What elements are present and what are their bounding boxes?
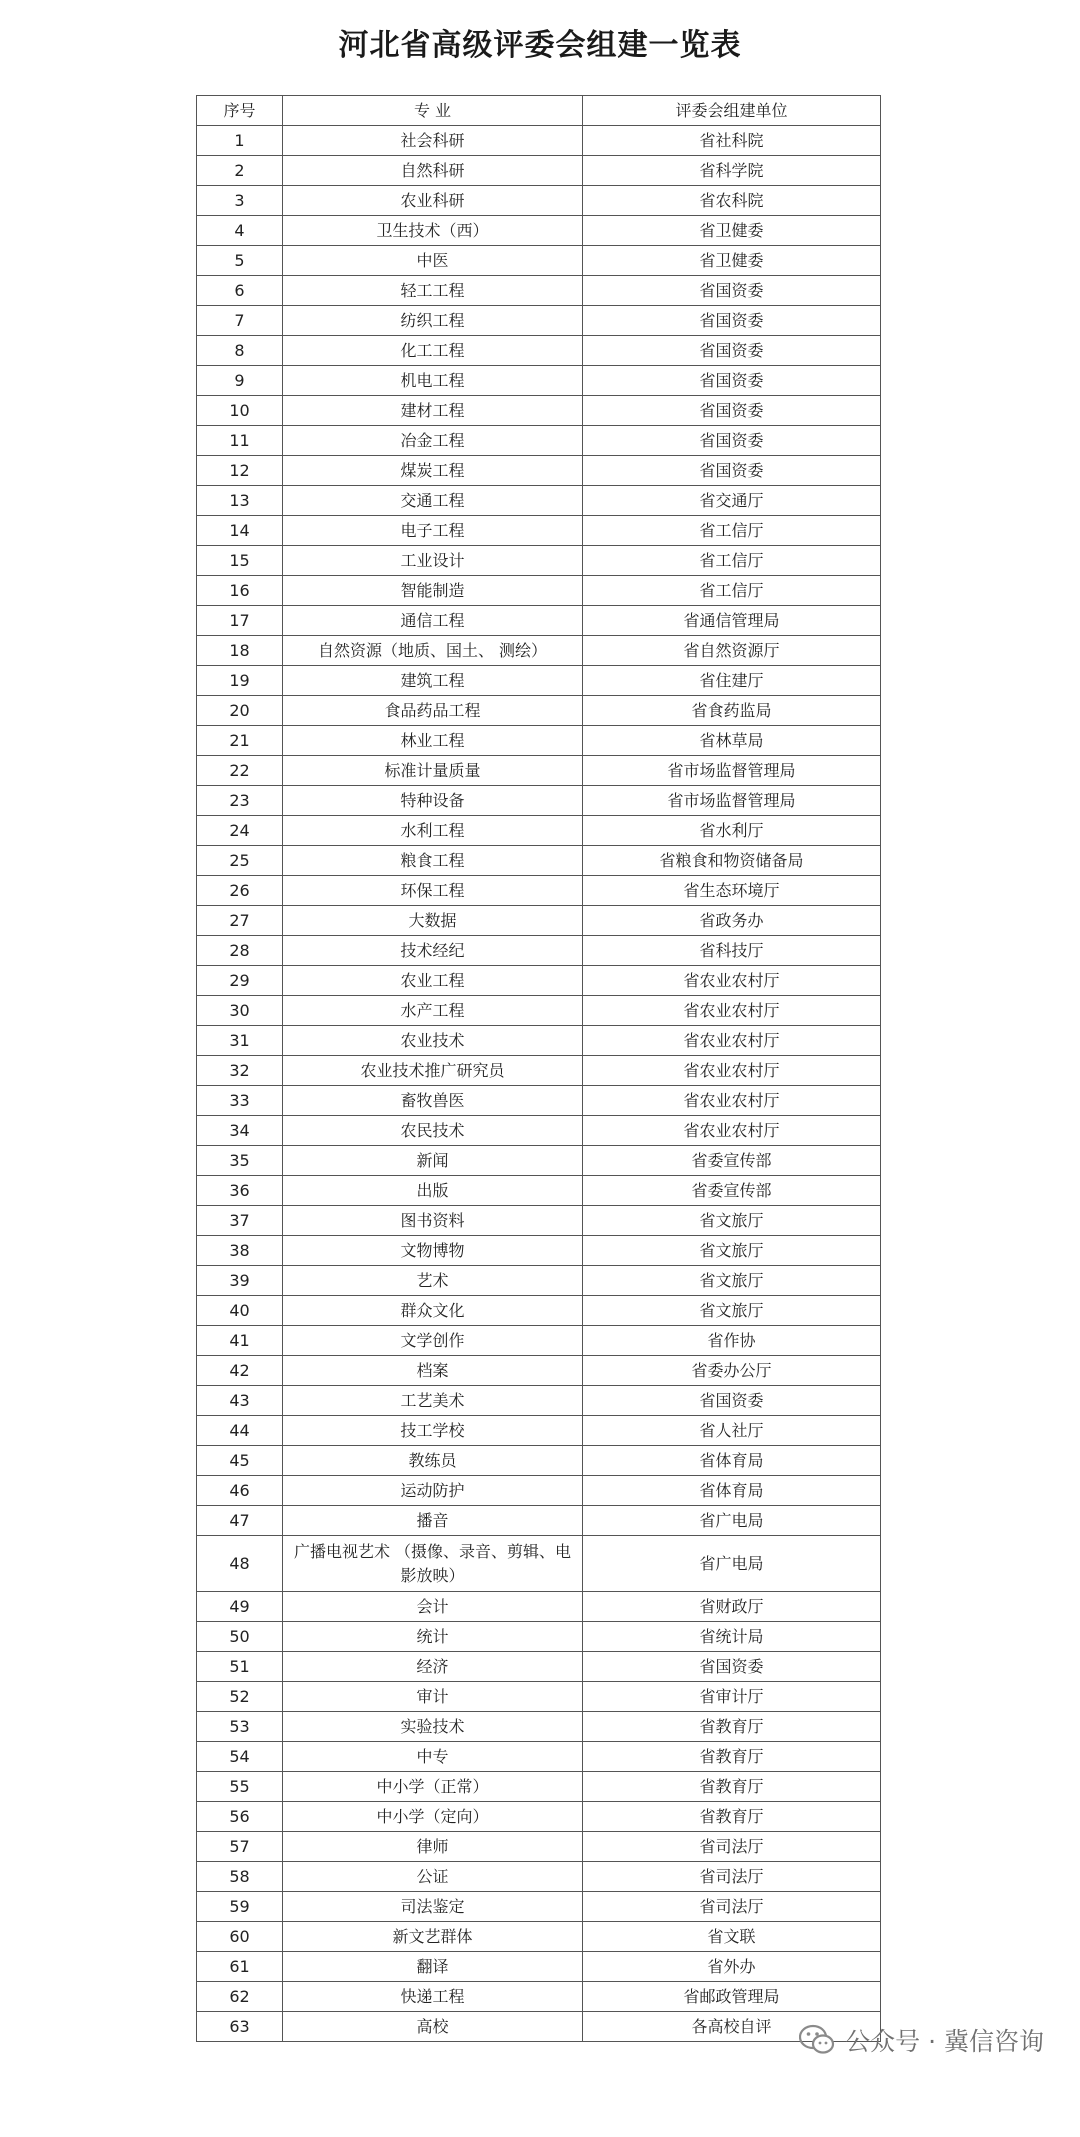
row-index: 53 — [197, 1712, 283, 1742]
row-index: 60 — [197, 1922, 283, 1952]
row-index: 49 — [197, 1592, 283, 1622]
table-row — [197, 456, 881, 486]
row-index: 26 — [197, 876, 283, 906]
row-unit: 省审计厅 — [583, 1682, 881, 1712]
row-specialty: 通信工程 — [283, 606, 583, 636]
table-row — [197, 996, 881, 1026]
row-unit: 省林草局 — [583, 726, 881, 756]
table-row — [197, 1802, 881, 1832]
table-row — [197, 396, 881, 426]
wechat-icon — [799, 2024, 835, 2056]
row-index: 13 — [197, 486, 283, 516]
table-row — [197, 1296, 881, 1326]
row-unit: 省市场监督管理局 — [583, 786, 881, 816]
table-row — [197, 1026, 881, 1056]
table-row — [197, 486, 881, 516]
row-unit: 省广电局 — [583, 1506, 881, 1536]
table-header-row — [197, 96, 881, 126]
row-index: 36 — [197, 1176, 283, 1206]
row-index: 22 — [197, 756, 283, 786]
table-row — [197, 1206, 881, 1236]
header-specialty: 专 业 — [283, 96, 583, 126]
row-specialty: 中专 — [283, 1742, 583, 1772]
row-index: 45 — [197, 1446, 283, 1476]
row-index: 51 — [197, 1652, 283, 1682]
row-index: 6 — [197, 276, 283, 306]
row-specialty: 环保工程 — [283, 876, 583, 906]
row-unit: 各高校自评 — [583, 2012, 881, 2042]
row-specialty: 食品药品工程 — [283, 696, 583, 726]
table-row — [197, 1922, 881, 1952]
row-unit: 省国资委 — [583, 306, 881, 336]
row-unit: 省财政厅 — [583, 1592, 881, 1622]
table-row — [197, 1742, 881, 1772]
row-specialty: 翻译 — [283, 1952, 583, 1982]
row-index: 28 — [197, 936, 283, 966]
row-specialty: 中医 — [283, 246, 583, 276]
row-index: 27 — [197, 906, 283, 936]
table-row — [197, 756, 881, 786]
row-specialty: 文物博物 — [283, 1236, 583, 1266]
table-row — [197, 2012, 881, 2042]
row-unit: 省司法厅 — [583, 1862, 881, 1892]
table-row — [197, 636, 881, 666]
row-index: 16 — [197, 576, 283, 606]
row-specialty: 广播电视艺术 （摄像、录音、剪辑、电影放映） — [283, 1536, 583, 1592]
row-index: 44 — [197, 1416, 283, 1446]
table-row — [197, 126, 881, 156]
row-specialty: 农业科研 — [283, 186, 583, 216]
table-row — [197, 1536, 881, 1592]
header-index: 序号 — [197, 96, 283, 126]
row-index: 43 — [197, 1386, 283, 1416]
row-specialty: 文学创作 — [283, 1326, 583, 1356]
row-specialty: 交通工程 — [283, 486, 583, 516]
row-specialty: 群众文化 — [283, 1296, 583, 1326]
row-specialty: 智能制造 — [283, 576, 583, 606]
table-row — [197, 1832, 881, 1862]
row-specialty: 卫生技术（西） — [283, 216, 583, 246]
row-unit: 省卫健委 — [583, 246, 881, 276]
row-specialty: 自然资源（地质、国土、 测绘） — [283, 636, 583, 666]
row-index: 29 — [197, 966, 283, 996]
row-unit: 省作协 — [583, 1326, 881, 1356]
row-specialty: 中小学（定向） — [283, 1802, 583, 1832]
row-unit: 省国资委 — [583, 366, 881, 396]
row-unit: 省委宣传部 — [583, 1146, 881, 1176]
table-row — [197, 906, 881, 936]
row-specialty: 高校 — [283, 2012, 583, 2042]
row-unit: 省人社厅 — [583, 1416, 881, 1446]
table-row — [197, 1416, 881, 1446]
row-unit: 省工信厅 — [583, 576, 881, 606]
row-unit: 省国资委 — [583, 276, 881, 306]
row-specialty: 审计 — [283, 1682, 583, 1712]
row-specialty: 煤炭工程 — [283, 456, 583, 486]
row-index: 21 — [197, 726, 283, 756]
row-index: 34 — [197, 1116, 283, 1146]
watermark — [799, 2018, 1044, 2062]
row-unit: 省委宣传部 — [583, 1176, 881, 1206]
row-unit: 省教育厅 — [583, 1772, 881, 1802]
row-unit: 省外办 — [583, 1952, 881, 1982]
row-index: 20 — [197, 696, 283, 726]
row-unit: 省自然资源厅 — [583, 636, 881, 666]
row-specialty: 艺术 — [283, 1266, 583, 1296]
table-row — [197, 1652, 881, 1682]
row-specialty: 电子工程 — [283, 516, 583, 546]
table-row — [197, 216, 881, 246]
row-specialty: 经济 — [283, 1652, 583, 1682]
table-row — [197, 1446, 881, 1476]
row-unit: 省通信管理局 — [583, 606, 881, 636]
row-specialty: 公证 — [283, 1862, 583, 1892]
row-index: 33 — [197, 1086, 283, 1116]
row-index: 24 — [197, 816, 283, 846]
table-row — [197, 1712, 881, 1742]
table-row — [197, 1862, 881, 1892]
table-row — [197, 1056, 881, 1086]
row-index: 12 — [197, 456, 283, 486]
row-index: 11 — [197, 426, 283, 456]
table-row — [197, 1356, 881, 1386]
row-unit: 省食药监局 — [583, 696, 881, 726]
row-unit: 省文旅厅 — [583, 1296, 881, 1326]
table-row — [197, 1386, 881, 1416]
row-unit: 省国资委 — [583, 1652, 881, 1682]
row-index: 17 — [197, 606, 283, 636]
table-row — [197, 966, 881, 996]
row-index: 42 — [197, 1356, 283, 1386]
row-specialty: 化工工程 — [283, 336, 583, 366]
row-index: 55 — [197, 1772, 283, 1802]
row-index: 61 — [197, 1952, 283, 1982]
table-row — [197, 1236, 881, 1266]
table-row — [197, 1476, 881, 1506]
row-index: 57 — [197, 1832, 283, 1862]
table-row — [197, 1592, 881, 1622]
row-unit: 省工信厅 — [583, 546, 881, 576]
row-specialty: 农业技术 — [283, 1026, 583, 1056]
row-unit: 省市场监督管理局 — [583, 756, 881, 786]
row-unit: 省水利厅 — [583, 816, 881, 846]
table-row — [197, 1176, 881, 1206]
table-row — [197, 876, 881, 906]
row-unit: 省农业农村厅 — [583, 966, 881, 996]
row-index: 62 — [197, 1982, 283, 2012]
page-title: 河北省高级评委会组建一览表 — [338, 28, 742, 63]
row-index: 1 — [197, 126, 283, 156]
row-unit: 省卫健委 — [583, 216, 881, 246]
row-specialty: 教练员 — [283, 1446, 583, 1476]
row-specialty: 农业工程 — [283, 966, 583, 996]
row-specialty: 特种设备 — [283, 786, 583, 816]
table-row — [197, 576, 881, 606]
table-row — [197, 1622, 881, 1652]
row-specialty: 水利工程 — [283, 816, 583, 846]
row-index: 4 — [197, 216, 283, 246]
table-row — [197, 546, 881, 576]
row-index: 5 — [197, 246, 283, 276]
row-index: 47 — [197, 1506, 283, 1536]
row-unit: 省国资委 — [583, 336, 881, 366]
row-unit: 省文旅厅 — [583, 1266, 881, 1296]
table-row — [197, 606, 881, 636]
row-specialty: 社会科研 — [283, 126, 583, 156]
row-specialty: 快递工程 — [283, 1982, 583, 2012]
row-index: 8 — [197, 336, 283, 366]
row-unit: 省广电局 — [583, 1536, 881, 1592]
row-specialty: 建筑工程 — [283, 666, 583, 696]
row-index: 10 — [197, 396, 283, 426]
table-row — [197, 1952, 881, 1982]
table-row — [197, 666, 881, 696]
row-index: 48 — [197, 1536, 283, 1592]
row-index: 2 — [197, 156, 283, 186]
table-row — [197, 1146, 881, 1176]
row-unit: 省司法厅 — [583, 1892, 881, 1922]
row-specialty: 畜牧兽医 — [283, 1086, 583, 1116]
row-unit: 省生态环境厅 — [583, 876, 881, 906]
row-unit: 省农业农村厅 — [583, 1116, 881, 1146]
table-row — [197, 1506, 881, 1536]
row-index: 41 — [197, 1326, 283, 1356]
row-specialty: 建材工程 — [283, 396, 583, 426]
row-index: 30 — [197, 996, 283, 1026]
row-index: 9 — [197, 366, 283, 396]
table-row — [197, 1892, 881, 1922]
table-row — [197, 336, 881, 366]
row-index: 7 — [197, 306, 283, 336]
row-specialty: 标准计量质量 — [283, 756, 583, 786]
table-row — [197, 306, 881, 336]
row-unit: 省国资委 — [583, 1386, 881, 1416]
row-index: 38 — [197, 1236, 283, 1266]
table-row — [197, 1326, 881, 1356]
row-specialty: 技工学校 — [283, 1416, 583, 1446]
row-index: 58 — [197, 1862, 283, 1892]
row-specialty: 冶金工程 — [283, 426, 583, 456]
row-index: 56 — [197, 1802, 283, 1832]
row-unit: 省交通厅 — [583, 486, 881, 516]
table-row — [197, 936, 881, 966]
table-row — [197, 516, 881, 546]
row-index: 39 — [197, 1266, 283, 1296]
row-specialty: 出版 — [283, 1176, 583, 1206]
row-specialty: 技术经纪 — [283, 936, 583, 966]
table-row — [197, 696, 881, 726]
table-row — [197, 276, 881, 306]
table-row — [197, 1086, 881, 1116]
table-row — [197, 1982, 881, 2012]
row-unit: 省司法厅 — [583, 1832, 881, 1862]
row-index: 37 — [197, 1206, 283, 1236]
row-unit: 省国资委 — [583, 396, 881, 426]
table-row — [197, 1772, 881, 1802]
table-row — [197, 366, 881, 396]
row-index: 50 — [197, 1622, 283, 1652]
row-index: 40 — [197, 1296, 283, 1326]
row-unit: 省文旅厅 — [583, 1236, 881, 1266]
row-unit: 省体育局 — [583, 1446, 881, 1476]
table-row — [197, 1682, 881, 1712]
table-row — [197, 246, 881, 276]
row-unit: 省文旅厅 — [583, 1206, 881, 1236]
row-specialty: 自然科研 — [283, 156, 583, 186]
table-row — [197, 426, 881, 456]
row-index: 59 — [197, 1892, 283, 1922]
row-index: 35 — [197, 1146, 283, 1176]
table-row — [197, 1266, 881, 1296]
table-row — [197, 1116, 881, 1146]
row-unit: 省国资委 — [583, 426, 881, 456]
row-specialty: 水产工程 — [283, 996, 583, 1026]
header-unit: 评委会组建单位 — [583, 96, 881, 126]
table-row — [197, 156, 881, 186]
table-row — [197, 726, 881, 756]
row-specialty: 运动防护 — [283, 1476, 583, 1506]
row-index: 32 — [197, 1056, 283, 1086]
row-specialty: 图书资料 — [283, 1206, 583, 1236]
row-specialty: 农民技术 — [283, 1116, 583, 1146]
row-specialty: 轻工工程 — [283, 276, 583, 306]
table-row — [197, 846, 881, 876]
row-unit: 省农业农村厅 — [583, 1026, 881, 1056]
row-index: 3 — [197, 186, 283, 216]
row-index: 19 — [197, 666, 283, 696]
row-index: 15 — [197, 546, 283, 576]
row-specialty: 新闻 — [283, 1146, 583, 1176]
row-unit: 省政务办 — [583, 906, 881, 936]
row-index: 54 — [197, 1742, 283, 1772]
row-unit: 省文联 — [583, 1922, 881, 1952]
row-specialty: 工业设计 — [283, 546, 583, 576]
row-specialty: 中小学（正常） — [283, 1772, 583, 1802]
row-unit: 省邮政管理局 — [583, 1982, 881, 2012]
row-unit: 省教育厅 — [583, 1742, 881, 1772]
row-specialty: 工艺美术 — [283, 1386, 583, 1416]
row-specialty: 档案 — [283, 1356, 583, 1386]
row-index: 31 — [197, 1026, 283, 1056]
row-specialty: 实验技术 — [283, 1712, 583, 1742]
row-unit: 省工信厅 — [583, 516, 881, 546]
row-index: 18 — [197, 636, 283, 666]
row-unit: 省教育厅 — [583, 1712, 881, 1742]
row-unit: 省科学院 — [583, 156, 881, 186]
row-index: 52 — [197, 1682, 283, 1712]
row-unit: 省体育局 — [583, 1476, 881, 1506]
row-index: 14 — [197, 516, 283, 546]
watermark-text: 公众号 · 冀信咨询 — [845, 2027, 1044, 2056]
row-unit: 省农业农村厅 — [583, 1086, 881, 1116]
row-unit: 省农业农村厅 — [583, 996, 881, 1026]
row-unit: 省国资委 — [583, 456, 881, 486]
row-specialty: 司法鉴定 — [283, 1892, 583, 1922]
row-unit: 省委办公厅 — [583, 1356, 881, 1386]
row-unit: 省科技厅 — [583, 936, 881, 966]
row-unit: 省教育厅 — [583, 1802, 881, 1832]
row-unit: 省粮食和物资储备局 — [583, 846, 881, 876]
row-specialty: 粮食工程 — [283, 846, 583, 876]
row-specialty: 新文艺群体 — [283, 1922, 583, 1952]
row-specialty: 大数据 — [283, 906, 583, 936]
table-row — [197, 816, 881, 846]
row-specialty: 纺织工程 — [283, 306, 583, 336]
table-row — [197, 786, 881, 816]
row-unit: 省统计局 — [583, 1622, 881, 1652]
row-index: 63 — [197, 2012, 283, 2042]
row-specialty: 农业技术推广研究员 — [283, 1056, 583, 1086]
table-row — [197, 186, 881, 216]
row-specialty: 律师 — [283, 1832, 583, 1862]
row-specialty: 统计 — [283, 1622, 583, 1652]
row-unit: 省住建厅 — [583, 666, 881, 696]
row-unit: 省农业农村厅 — [583, 1056, 881, 1086]
row-specialty: 机电工程 — [283, 366, 583, 396]
row-specialty: 林业工程 — [283, 726, 583, 756]
row-specialty: 会计 — [283, 1592, 583, 1622]
row-index: 25 — [197, 846, 283, 876]
row-specialty: 播音 — [283, 1506, 583, 1536]
row-index: 23 — [197, 786, 283, 816]
row-index: 46 — [197, 1476, 283, 1506]
row-unit: 省社科院 — [583, 126, 881, 156]
committee-table — [196, 95, 881, 2042]
row-unit: 省农科院 — [583, 186, 881, 216]
